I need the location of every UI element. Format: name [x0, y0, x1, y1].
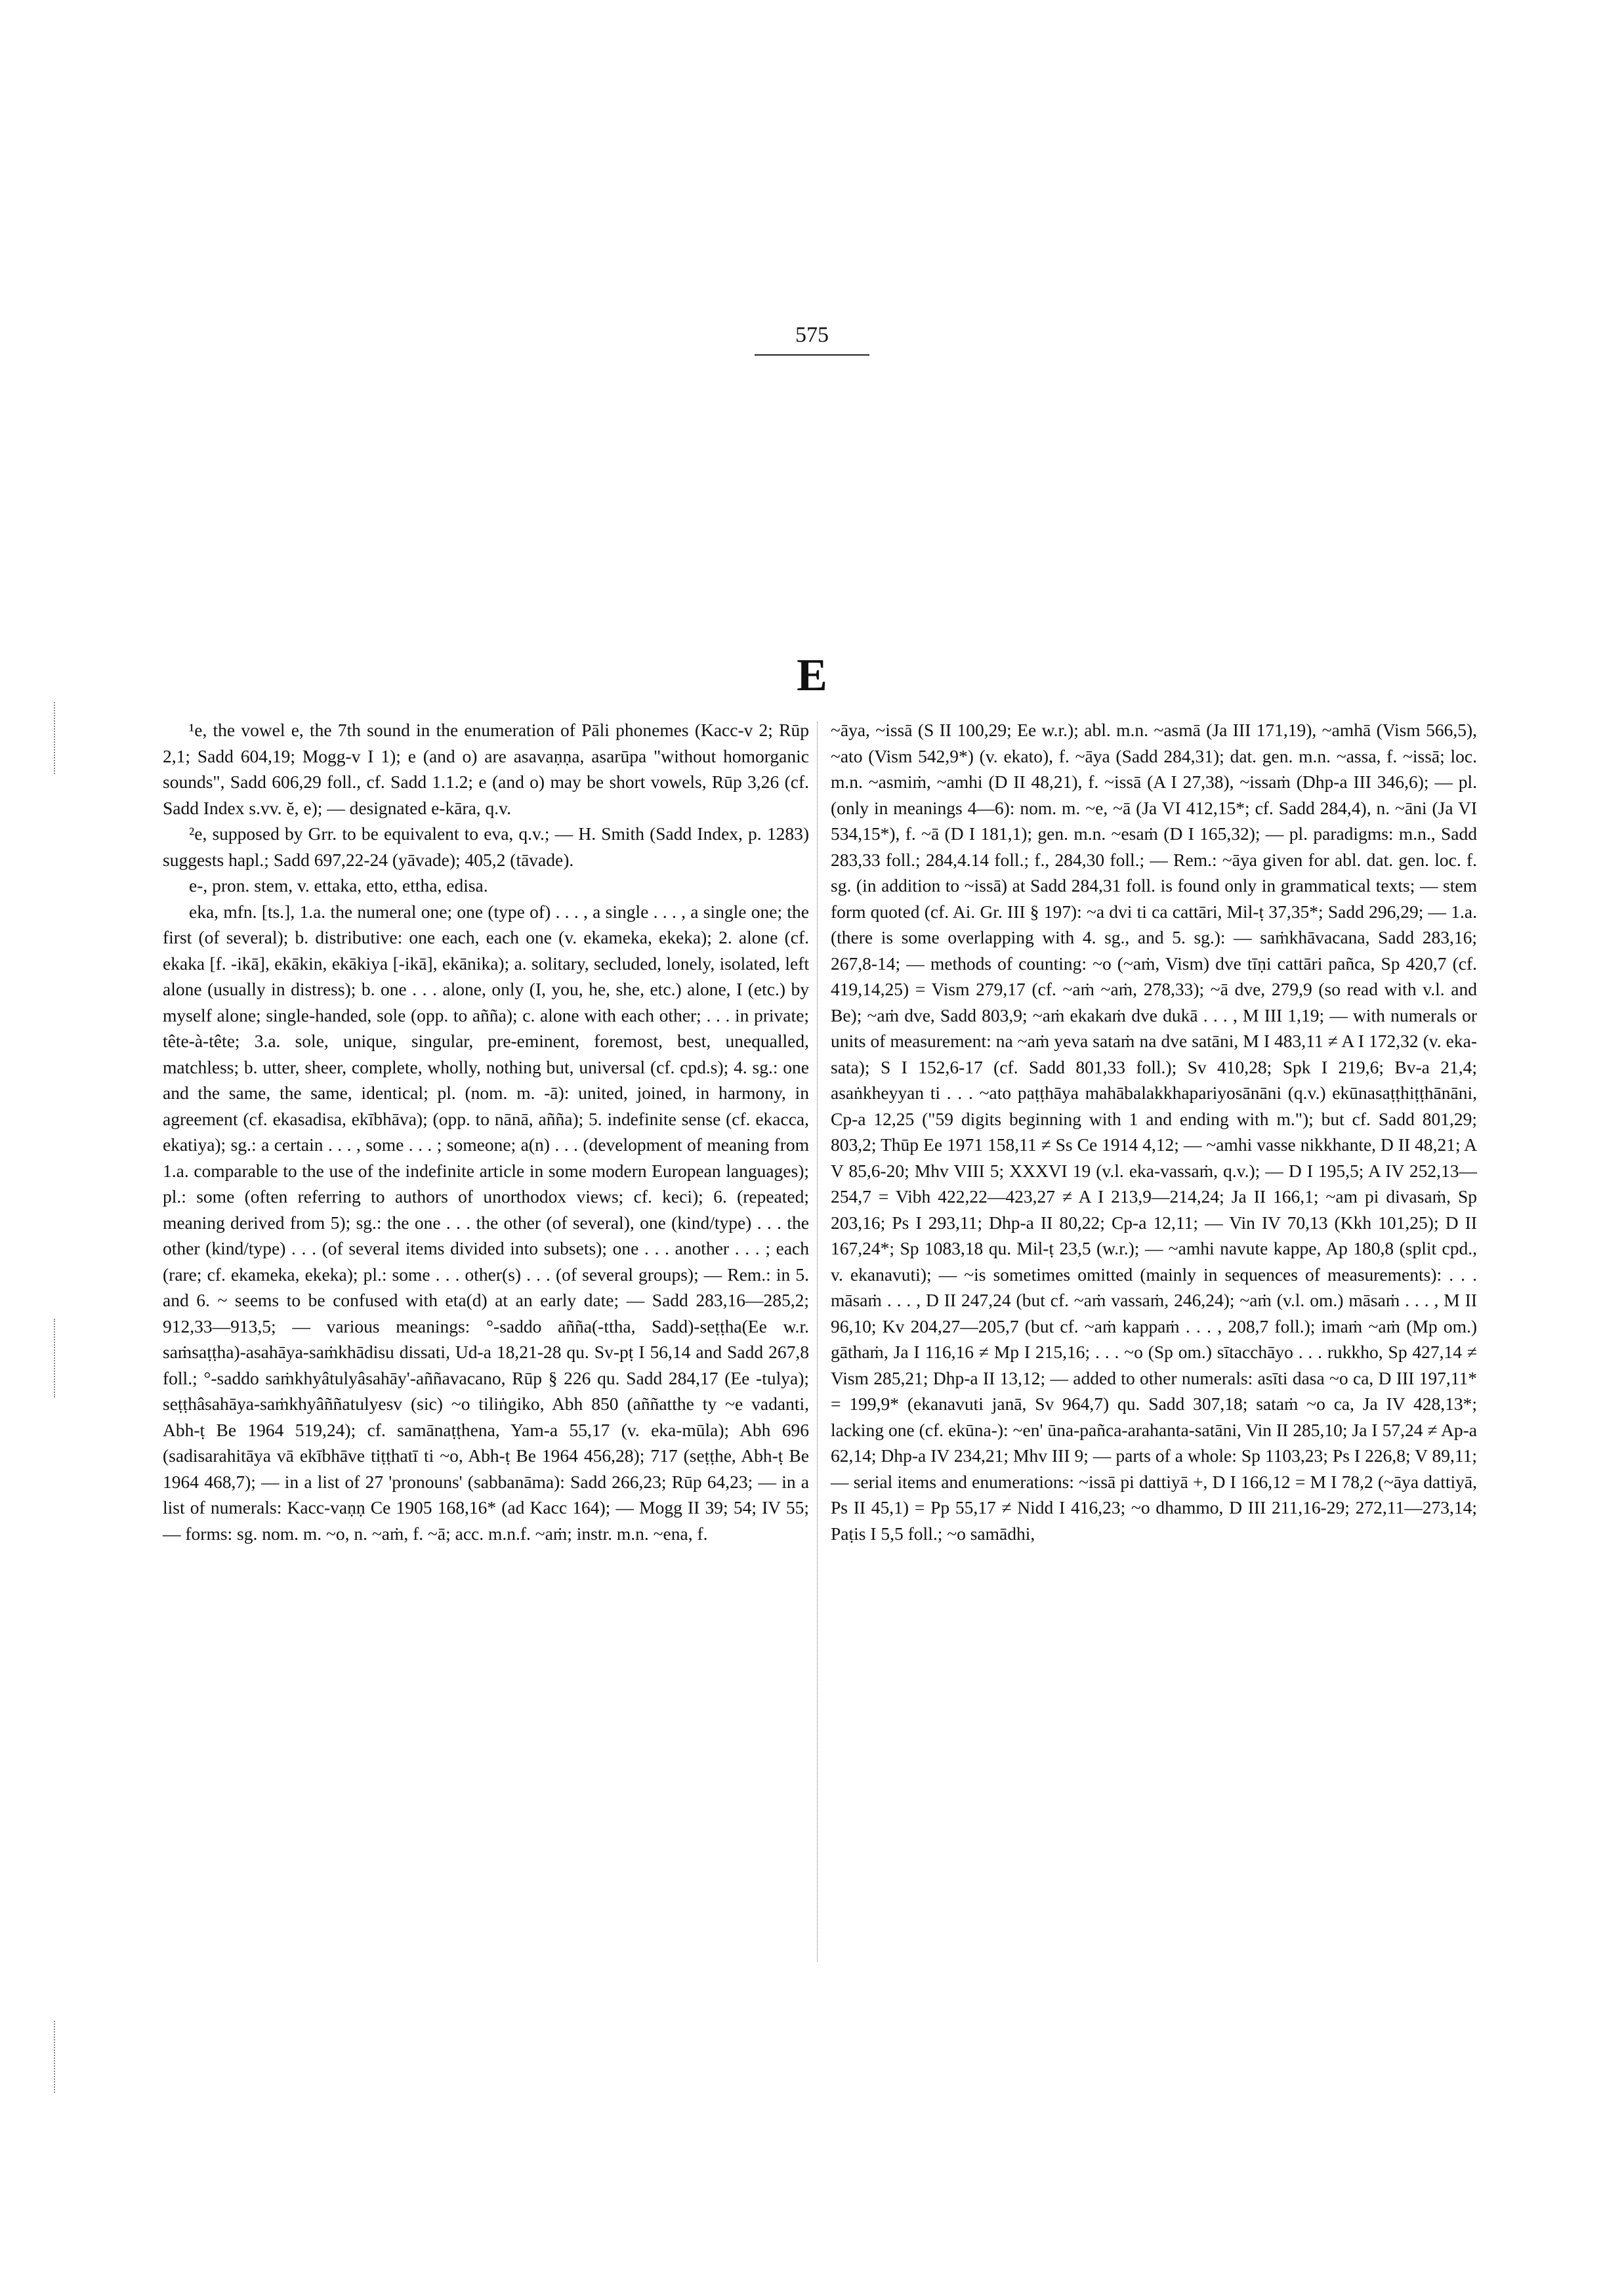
page-number: 575: [755, 323, 869, 356]
right-column: [831, 717, 1477, 1546]
entry-e-pron-stem: e-, pron. stem, v. ettaka, etto, ettha, edisa.: [189, 875, 488, 896]
entry-e-vowel: ¹e, the vowel e, the 7th sound in the enumeration of Pāli phonemes (Kacc-v 2; Rūp 2,1; Sadd 604,19; Mogg-v I 1); e (and o) are asavaṇṇa, asarūpa "without homorganic sounds", Sadd 606,29 foll., cf. Sadd 1.1.2; e (and o) may be short vowels, Rūp 3,26 (cf. Sadd Index s.vv. ĕ, e); — designated e-kāra, q.v.: [163, 720, 809, 818]
entry-eka-continued: ~āya, ~issā (S II 100,29; Ee w.r.); abl. m.n. ~asmā (Ja III 171,19), ~amhā (Vism 566,5), ~ato (Vism 542,9*) (v. ekato), f. ~āya (Sadd 284,31); dat. gen. m.n. ~assa, f. ~issā; loc. m.n. ~asmiṁ, ~amhi (D II 48,21), f. ~issā (A I 27,38), ~issaṁ (Dhp-a III 346,6); — pl. (only in meanings 4—6): nom. m. ~e, ~ā (Ja VI 412,15*; cf. Sadd 284,4), n. ~āni (Ja VI 534,15*), f. ~ā (D I 181,1); gen. m.n. ~esaṁ (D I 165,32); — pl. paradigms: m.n., Sadd 283,33 foll.; 284,4.14 foll.; f., 284,30 foll.; — Rem.: ~āya given for abl. dat. gen. loc. f. sg. (in addition to ~issā) at Sadd 284,31 foll. is found only in grammatical texts; — stem form quoted (cf. Ai. Gr. III § 197): ~a dvi ti ca cattāri, Mil-ṭ 37,35*; Sadd 296,29; — 1.a. (there is some overlapping with 4. sg., and 5. sg.): — saṁkhāvacana, Sadd 283,16; 267,8-14; — methods of counting: ~o (~aṁ, Vism) dve tīṇi cattāri pañca, Sp 420,7 (cf. 419,14,25) = Vism 279,17 (cf. ~aṁ ~aṁ, 278,33); ~ā dve, 279,9 (so read with v.l. and Be); ~aṁ dve, Sadd 803,9; ~aṁ ekakaṁ dve dukā . . . , M III 1,19; — with numerals or units of measurement: na ~aṁ yeva sataṁ na dve satāni, M I 483,11 ≠ A I 172,32 (v. eka-sata); S I 152,6-17 (cf. Sadd 801,33 foll.); Sv 410,28; Spk I 219,6; Bv-a 21,4; asaṅkheyyan ti . . . ~ato paṭṭhāya mahābalakkhapariyosānāni (q.v.) ekūnasaṭṭhiṭṭhānāni, Cp-a 12,25 ("59 digits beginning with 1 and ending with m."); but cf. Sadd 801,29; 803,2; Thūp Ee 1971 158,11 ≠ Ss Ce 1914 4,12; — ~amhi vasse nikkhante, D II 48,21; A V 85,6-20; Mhv VIII 5; XXXVI 19 (v.l. eka-vassaṁ, q.v.); — D I 195,5; A IV 252,13—254,7 = Vibh 422,22—423,27 ≠ A I 213,9—214,24; Ja II 166,1; ~am pi divasaṁ, Sp 203,16; Ps I 293,11; Dhp-a II 80,22; Cp-a 12,11; — Vin IV 70,13 (Kkh 101,25); D II 167,24*; Sp 1083,18 qu. Mil-ṭ 23,5 (w.r.); — ~amhi navute kappe, Ap 180,8 (split cpd., v. ekanavuti); — ~is sometimes omitted (mainly in sequences of measurements): . . . māsaṁ . . . , D II 247,24 (but cf. ~aṁ vassaṁ, 246,24); ~aṁ (v.l. om.) māsaṁ . . . , M II 96,10; Kv 204,27—205,7 (but cf. ~aṁ kappaṁ . . . , 208,7 foll.); imaṁ ~aṁ (Mp om.) gāthaṁ, Ja I 116,16 ≠ Mp I 215,16; . . . ~o (Sp om.) sītacchāyo . . . rukkho, Sp 427,14 ≠ Vism 285,21; Dhp-a II 13,12; — added to other numerals: asīti dasa ~o ca, D III 197,11* = 199,9* (ekanavuti janā, Sv 964,7) qu. Sadd 307,18; sataṁ ~o ca, Ja IV 428,13*; lacking one (cf. ekūna-): ~en' ūna-pañca-arahanta-satāni, Vin II 285,10; Ja I 57,24 ≠ Ap-a 62,14; Dhp-a IV 234,21; Mhv III 9; — parts of a whole: Sp 1103,23; Ps I 226,8; V 89,11; — serial items and enumerations: ~issā pi dattiyā +, D I 166,12 = M I 78,2 (~āya dattiyā, Ps II 45,1) = Pp 55,17 ≠ Nidd I 416,23; ~o dhammo, D III 211,16-29; 272,11—273,14; Paṭis I 5,5 foll.; ~o samādhi,: [831, 720, 1477, 1544]
scan-margin-mark: [54, 1319, 55, 1397]
scan-margin-mark: [54, 702, 55, 774]
column-divider: [817, 722, 818, 1962]
section-letter: E: [797, 650, 827, 701]
entry-eka: eka, mfn. [ts.], 1.a. the numeral one; one (type of) . . . , a single . . . , a single one; the first (of several); b. distributive: one each, each one (v. ekameka, ekeka); 2. alone (cf. ekaka [f. -ikā], ekākin, ekākiya [-ikā], ekānika); a. solitary, secluded, lonely, isolated, left alone (usually in distress); b. one . . . alone, only (I, you, he, she, etc.) alone, I (etc.) by myself alone; single-handed, sole (opp. to añña); c. alone with each other; . . . in private; tête-à-tête; 3.a. sole, unique, singular, pre-eminent, foremost, best, unequalled, matchless; b. utter, sheer, complete, wholly, nothing but, universal (cf. cpd.s); 4. sg.: one and the same, the same, identical; pl. (nom. m. -ā): united, joined, in harmony, in agreement (cf. ekasadisa, ekībhāva); (opp. to nānā, añña); 5. indefinite sense (cf. ekacca, ekatiya); sg.: a certain . . . , some . . . ; someone; a(n) . . . (development of meaning from 1.a. comparable to the use of the indefinite article in some modern European languages); pl.: some (often referring to authors of unorthodox views; cf. keci); 6. (repeated; meaning derived from 5); sg.: the one . . . the other (of several), one (kind/type) . . . the other (kind/type) . . . (of several items divided into subsets); one . . . another . . . ; each (rare; cf. ekameka, ekeka); pl.: some . . . other(s) . . . (of several groups); — Rem.: in 5. and 6. ~ seems to be confused with eta(d) at an early date; — Sadd 283,16—285,2; 912,33—913,5; — various meanings: °-saddo añña(-ttha, Sadd)-seṭṭha(Ee w.r. saṁsaṭṭha)-asahāya-saṁkhādisu dissati, Ud-a 18,21-28 qu. Sv-pṭ I 56,14 and Sadd 267,8 foll.; °-saddo saṁkhyâtulyâsahāy'-aññavacano, Rūp § 226 qu. Sadd 284,17 (Ee -tulya); seṭṭhâsahāya-saṁkhyâññatulyesv (sic) ~o tiliṅgiko, Abh 850 (aññatthe ty ~e vadanti, Abh-ṭ Be 1964 519,24); cf. samānaṭṭhena, Yam-a 55,17 (v. eka-mūla); Abh 696 (sadisarahitāya vā ekībhāve tiṭṭhatī ti ~o, Abh-ṭ Be 1964 456,28); 717 (seṭṭhe, Abh-ṭ Be 1964 468,7); — in a list of 27 'pronouns' (sabbanāma): Sadd 266,23; Rūp 64,23; — in a list of numerals: Kacc-vaṇṇ Ce 1905 168,16* (ad Kacc 164); — Mogg II 39; 54; IV 55; — forms: sg. nom. m. ~o, n. ~aṁ, f. ~ā; acc. m.n.f. ~aṁ; instr. m.n. ~ena, f.: [163, 901, 809, 1544]
entry-e-eva: ²e, supposed by Grr. to be equivalent to eva, q.v.; — H. Smith (Sadd Index, p. 1283) suggests hapl.; Sadd 697,22-24 (yāvade); 405,2 (tāvade).: [163, 823, 809, 870]
scan-margin-mark: [54, 2021, 55, 2093]
left-column: [163, 717, 809, 1546]
